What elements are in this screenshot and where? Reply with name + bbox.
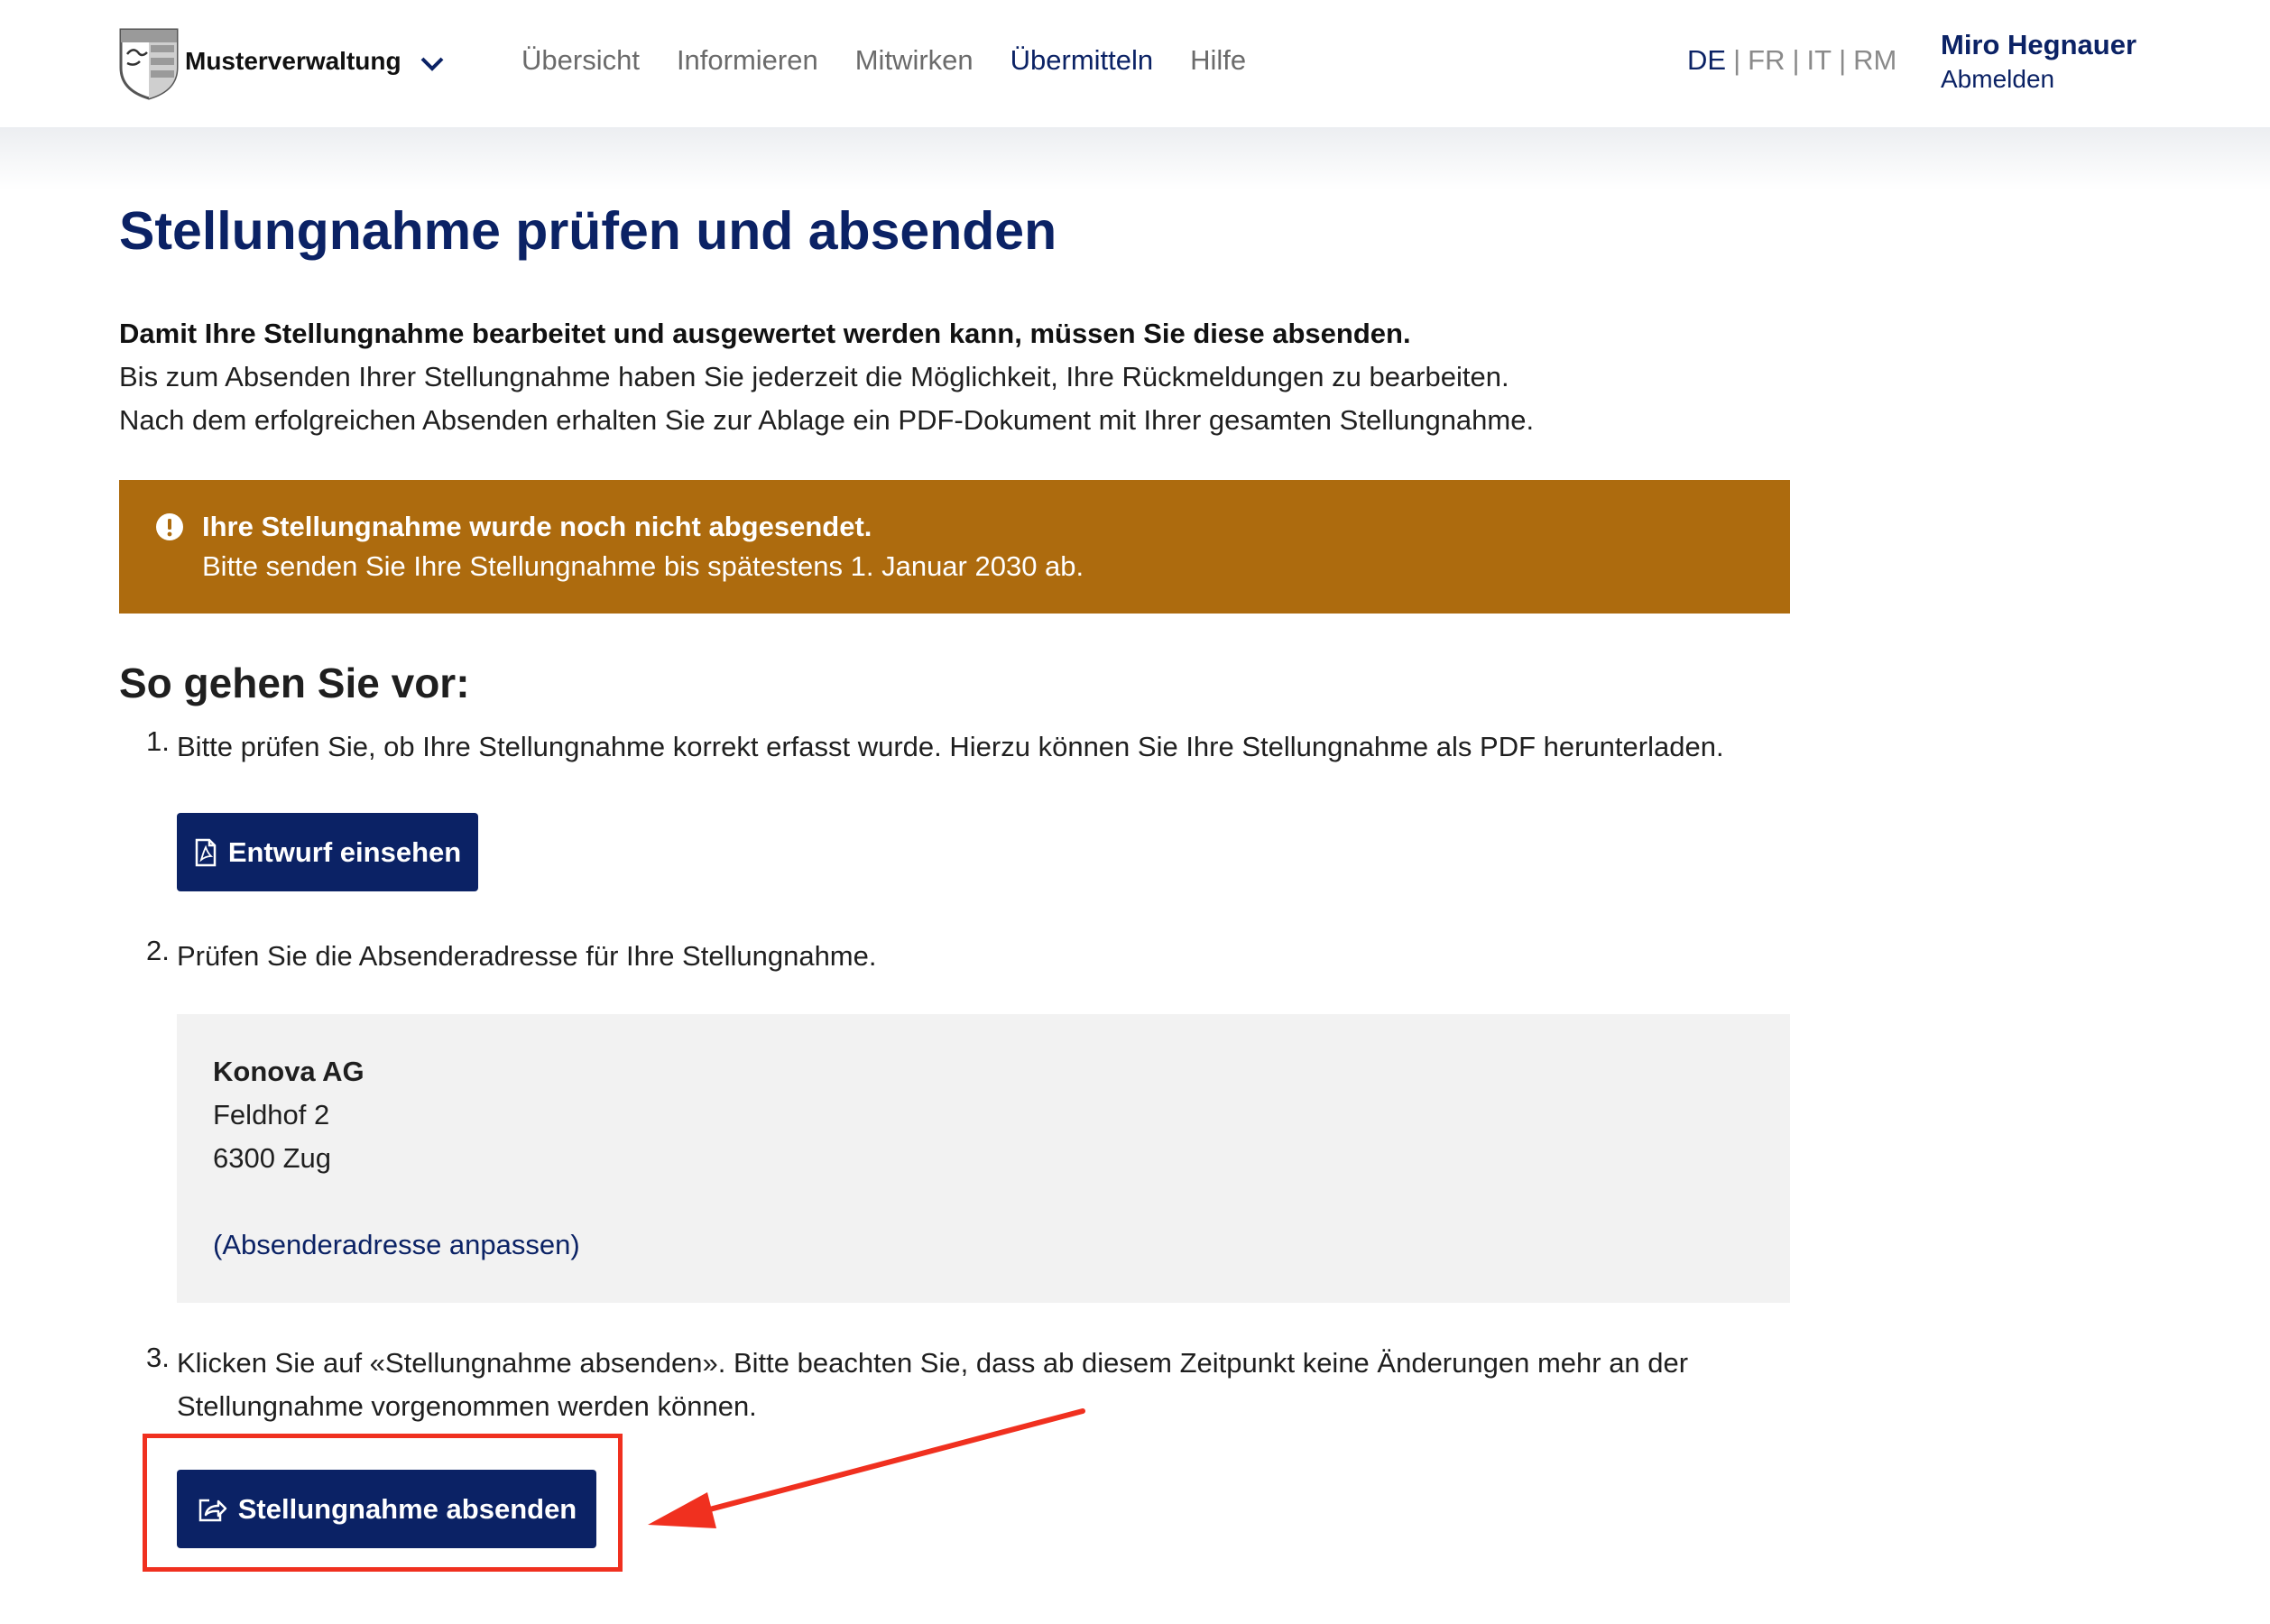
step-number: 2. — [146, 935, 170, 966]
lang-rm[interactable]: RM — [1853, 44, 1897, 76]
top-header — [0, 0, 2270, 127]
address-name: Konova AG — [213, 1056, 364, 1087]
logout-link[interactable]: Abmelden — [1941, 65, 2055, 93]
brand-logo[interactable] — [118, 27, 445, 106]
sender-address-box — [177, 1014, 1790, 1303]
lang-fr[interactable]: FR — [1748, 44, 1786, 76]
annotation-highlight-box — [143, 1434, 623, 1572]
lang-de[interactable]: DE — [1687, 44, 1727, 76]
user-menu — [1941, 29, 2136, 94]
user-name: Miro Hegnauer — [1941, 29, 2137, 60]
view-draft-button[interactable] — [177, 813, 478, 891]
intro-text — [119, 312, 1534, 442]
step-text-line: Klicken Sie auf «Stellungnahme absenden». Bitte beachten Sie, dass ab diesem Zeitpunkt keine Änderungen mehr an der — [177, 1347, 1689, 1379]
lang-it[interactable]: IT — [1806, 44, 1832, 76]
intro-bold: Damit Ihre Stellungnahme bearbeitet und ausgewertet werden kann, müssen Sie diese absenden. — [119, 318, 1411, 349]
pdf-file-icon — [194, 838, 217, 867]
step-text: Prüfen Sie die Absenderadresse für Ihre Stellungnahme. — [177, 940, 877, 972]
warning-text: Bitte senden Sie Ihre Stellungnahme bis spätestens 1. Januar 2030 ab. — [202, 550, 1084, 582]
edit-address-link[interactable]: (Absenderadresse anpassen) — [213, 1229, 580, 1260]
warning-banner — [119, 480, 1790, 614]
annotation-arrow-icon — [632, 1389, 1101, 1543]
intro-line: Nach dem erfolgreichen Absenden erhalten Sie zur Ablage ein PDF-Dokument mit Ihrer gesamten Stellungnahme. — [119, 404, 1535, 436]
submit-statement-label: Stellungnahme absenden — [237, 1492, 577, 1525]
lang-separator: | — [1792, 44, 1800, 76]
view-draft-label: Entwurf einsehen — [227, 835, 462, 868]
exclamation-circle-icon — [155, 512, 184, 546]
brand-name: Musterverwaltung — [185, 46, 401, 75]
warning-title: Ihre Stellungnahme wurde noch nicht abgesendet. — [202, 511, 872, 542]
steps-heading: So gehen Sie vor: — [119, 660, 470, 706]
step-number: 3. — [146, 1342, 170, 1373]
main-nav — [521, 44, 1283, 77]
lang-separator: | — [1733, 44, 1741, 76]
intro-line: Bis zum Absenden Ihrer Stellungnahme haben Sie jederzeit die Möglichkeit, Ihre Rückmeldungen zu bearbeiten. — [119, 361, 1509, 392]
header-shadow — [0, 127, 2270, 190]
step-text: Bitte prüfen Sie, ob Ihre Stellungnahme korrekt erfasst wurde. Hierzu können Sie Ihre Stellungnahme als PDF herunterladen. — [177, 731, 1724, 762]
address-street: Feldhof 2 — [213, 1099, 330, 1130]
step-number: 1. — [146, 725, 170, 757]
lang-separator: | — [1839, 44, 1847, 76]
step-text-line: Stellungnahme vorgenommen werden können. — [177, 1390, 757, 1422]
coat-of-arms-icon — [118, 27, 180, 106]
page-title: Stellungnahme prüfen und absenden — [119, 201, 1057, 261]
nav-mitwirken[interactable]: Mitwirken — [854, 44, 974, 76]
nav-uebermitteln[interactable]: Übermitteln — [1010, 44, 1154, 76]
nav-uebersicht[interactable]: Übersicht — [521, 44, 640, 76]
nav-hilfe[interactable]: Hilfe — [1190, 44, 1247, 76]
language-switcher — [1687, 44, 1896, 77]
nav-informieren[interactable]: Informieren — [676, 44, 818, 76]
address-city: 6300 Zug — [213, 1142, 331, 1174]
chevron-down-icon[interactable] — [420, 56, 445, 77]
